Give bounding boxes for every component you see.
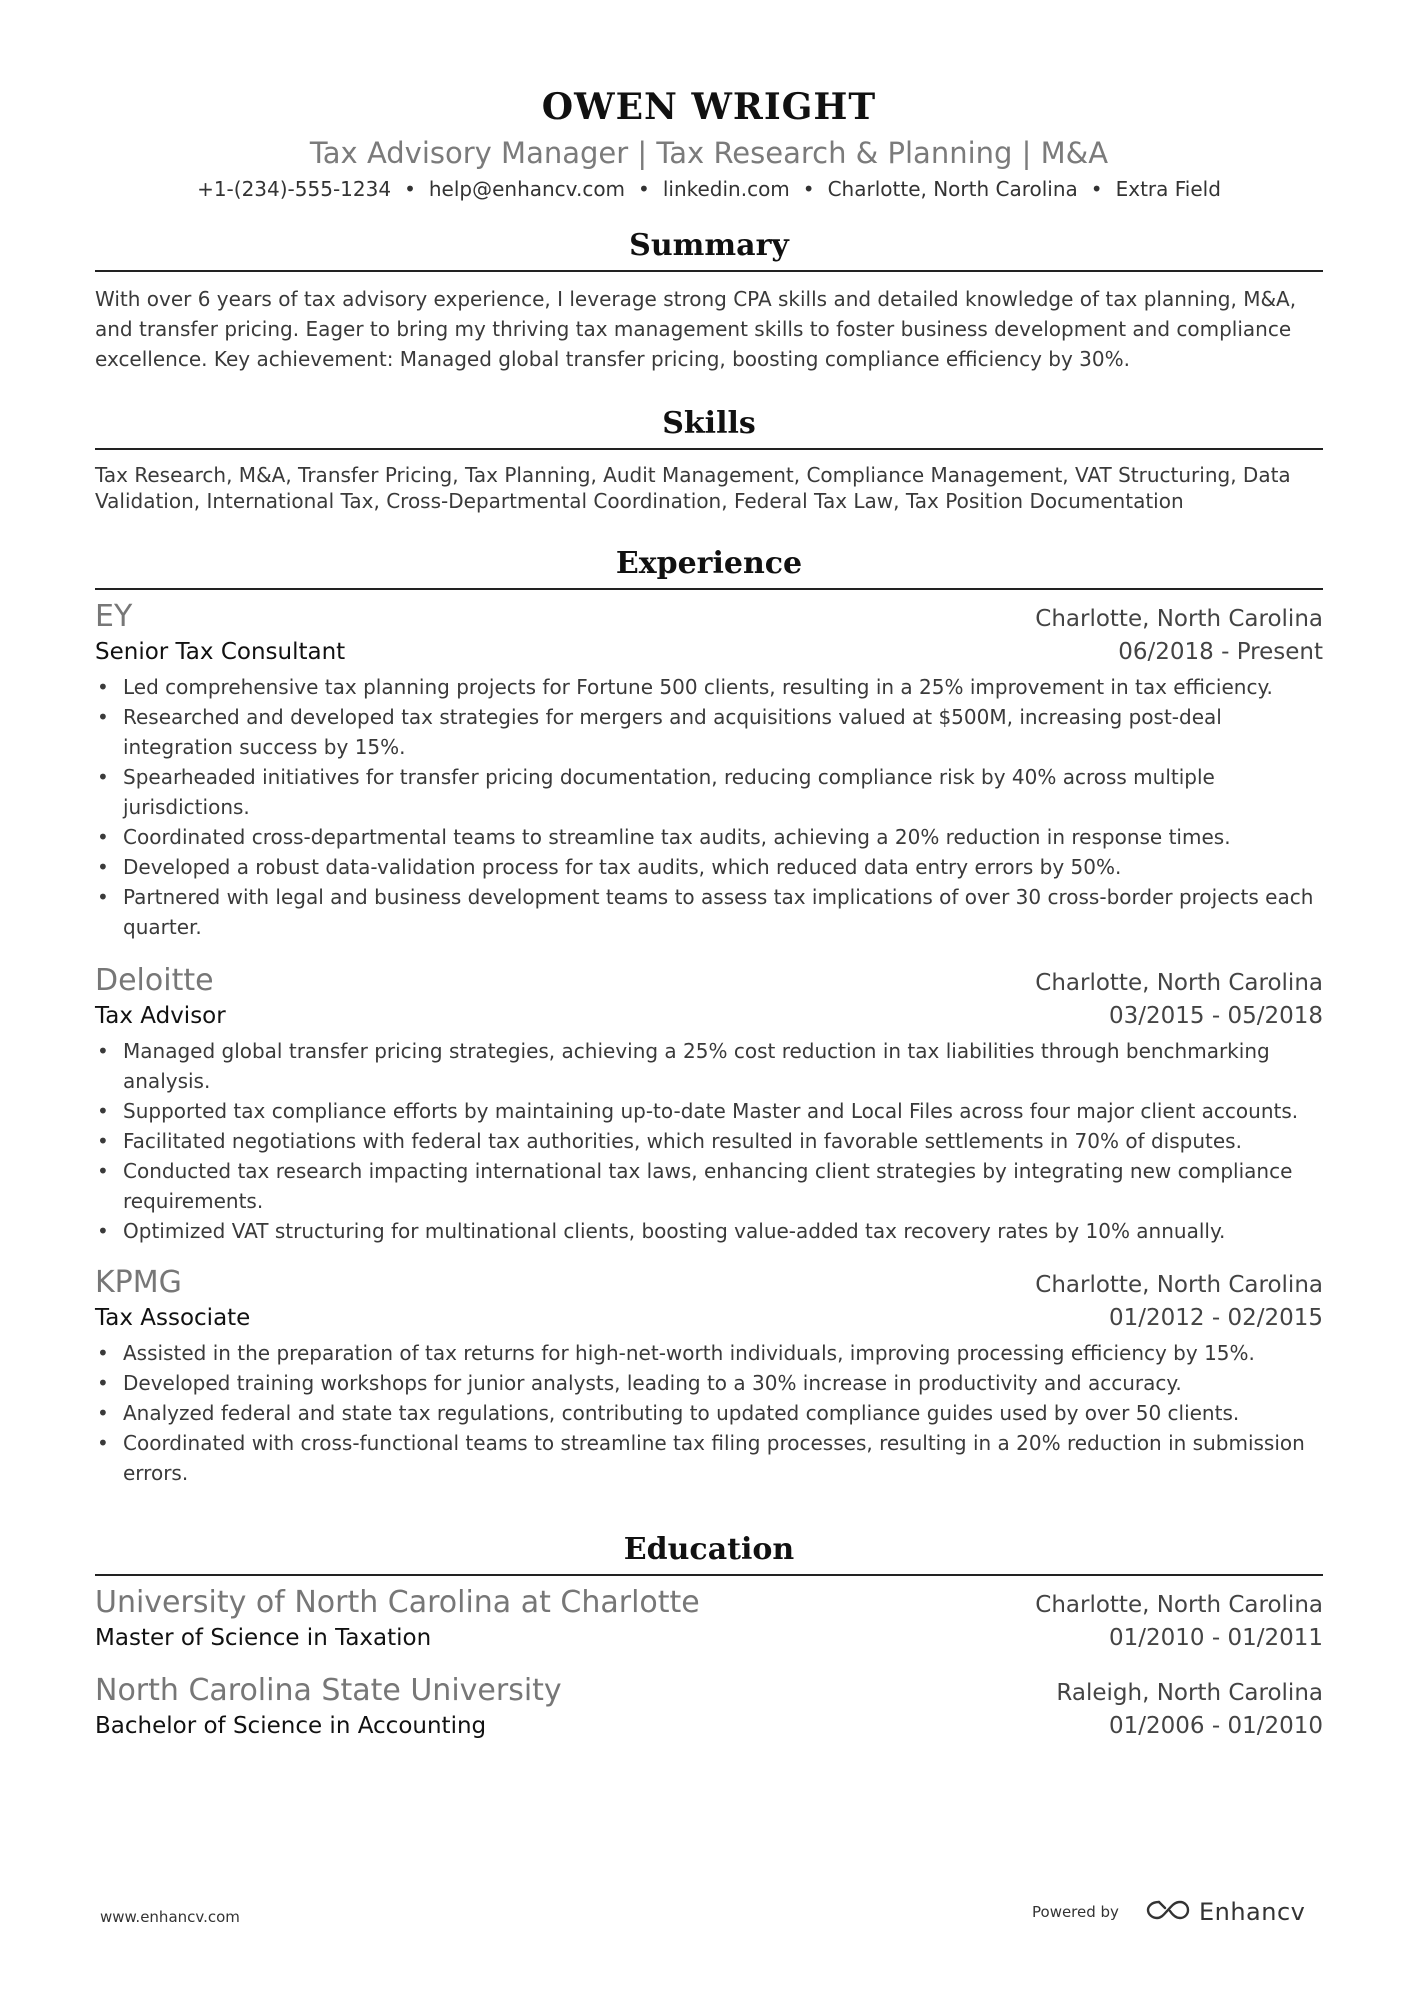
contact-email[interactable]: help@enhancv.com	[428, 177, 626, 201]
contact-location: Charlotte, North Carolina	[827, 177, 1078, 201]
section-divider	[95, 448, 1323, 450]
job-bullet: • Partnered with legal and business development teams to assess tax implications of over 30 cross-border projects each quarter.	[95, 882, 1323, 942]
job-dates: 01/2012 - 02/2015	[1108, 1305, 1323, 1331]
job-dates: 06/2018 - Present	[1118, 639, 1323, 665]
job-location: Charlotte, North Carolina	[1035, 1272, 1323, 1298]
resume-name: OWEN WRIGHT	[541, 86, 877, 128]
school-name: University of North Carolina at Charlotte	[95, 1585, 700, 1620]
job-bullet: • Managed global transfer pricing strategies, achieving a 25% cost reduction in tax liabilities through benchmarking analysis.	[95, 1036, 1323, 1096]
job-title: Tax Advisor	[95, 1003, 226, 1029]
footer-branding	[1032, 1898, 1305, 1926]
degree-name: Bachelor of Science in Accounting	[95, 1713, 487, 1739]
summary-text: With over 6 years of tax advisory experience, I leverage strong CPA skills and detailed knowledge of tax planning, M&A, and transfer pricing. Eager to bring my thriving tax management skills to foster business development and compliance excellence. Key achievement: Managed global transfer pricing, boosting compliance efficiency by 30%.	[95, 287, 1297, 371]
powered-by-label: Powered by	[1032, 1903, 1119, 1921]
job-bullet: • Facilitated negotiations with federal tax authorities, which resulted in favorable settlements in 70% of disputes.	[95, 1126, 1323, 1156]
contact-separator: •	[1090, 177, 1103, 201]
section-divider	[95, 270, 1323, 272]
job-bullet: • Coordinated with cross-functional teams to streamline tax filing processes, resulting in a 20% reduction in submission errors.	[95, 1428, 1323, 1488]
education-section	[95, 1530, 1323, 1742]
contact-extra-field: Extra Field	[1115, 177, 1221, 201]
contact-phone[interactable]: +1-(234)-555-1234	[197, 177, 392, 201]
job-bullets	[95, 1338, 1323, 1488]
job-title: Senior Tax Consultant	[95, 639, 346, 665]
school-location: Charlotte, North Carolina	[1035, 1592, 1323, 1618]
summary-heading: Summary	[629, 228, 789, 263]
education-entry	[95, 1672, 1323, 1742]
experience-entry	[95, 598, 1323, 942]
school-location: Raleigh, North Carolina	[1056, 1680, 1323, 1706]
job-bullet: • Supported tax compliance efforts by maintaining up-to-date Master and Local Files across four major client accounts.	[95, 1096, 1323, 1126]
experience-entry	[95, 1264, 1323, 1488]
job-location: Charlotte, North Carolina	[1035, 606, 1323, 632]
job-bullet: • Researched and developed tax strategies for mergers and acquisitions valued at $500M, increasing post-deal integration success by 15%.	[95, 702, 1323, 762]
contact-line	[95, 174, 1323, 204]
education-heading: Education	[623, 1532, 795, 1567]
education-dates: 01/2006 - 01/2010	[1108, 1713, 1323, 1739]
job-bullet: • Spearheaded initiatives for transfer pricing documentation, reducing compliance risk by 40% across multiple jurisdictions.	[95, 762, 1323, 822]
experience-heading: Experience	[615, 546, 803, 581]
job-bullet: • Developed a robust data-validation process for tax audits, which reduced data entry errors by 50%.	[95, 852, 1323, 882]
section-divider	[95, 588, 1323, 590]
job-bullet: • Led comprehensive tax planning projects for Fortune 500 clients, resulting in a 25% improvement in tax efficiency.	[95, 672, 1323, 702]
job-title: Tax Associate	[95, 1305, 251, 1331]
job-bullet: • Assisted in the preparation of tax returns for high-net-worth individuals, improving processing efficiency by 15%.	[95, 1338, 1323, 1368]
degree-name: Master of Science in Taxation	[95, 1625, 432, 1651]
company-name: EY	[95, 599, 133, 634]
job-location: Charlotte, North Carolina	[1035, 970, 1323, 996]
footer-website[interactable]: www.enhancv.com	[100, 1908, 240, 1926]
experience-section	[95, 544, 1323, 1488]
education-dates: 01/2010 - 01/2011	[1108, 1625, 1323, 1651]
job-dates: 03/2015 - 05/2018	[1108, 1003, 1323, 1029]
school-name: North Carolina State University	[95, 1673, 562, 1708]
skills-text: Tax Research, M&A, Transfer Pricing, Tax Planning, Audit Management, Compliance Management, VAT Structuring, Data Validation, International Tax, Cross-Departmental Coordination, Federal Tax Law, Tax Position Documentation	[95, 463, 1291, 513]
resume-headline: Tax Advisory Manager | Tax Research & Planning | M&A	[309, 136, 1109, 170]
company-name: KPMG	[95, 1265, 182, 1300]
summary-section	[95, 226, 1323, 374]
education-entry	[95, 1584, 1323, 1654]
section-divider	[95, 1574, 1323, 1576]
job-bullets	[95, 1036, 1323, 1246]
skills-heading: Skills	[662, 406, 756, 441]
job-bullet: • Analyzed federal and state tax regulations, contributing to updated compliance guides used by over 50 clients.	[95, 1398, 1323, 1428]
experience-entry	[95, 962, 1323, 1246]
job-bullet: • Coordinated cross-departmental teams to streamline tax audits, achieving a 20% reduction in response times.	[95, 822, 1323, 852]
contact-linkedin[interactable]: linkedin.com	[662, 177, 790, 201]
job-bullets	[95, 672, 1323, 942]
enhancv-logo-icon	[1145, 1898, 1191, 1926]
contact-separator: •	[802, 177, 815, 201]
brand-name: Enhancv	[1198, 1898, 1306, 1926]
contact-separator: •	[638, 177, 650, 201]
resume-page	[95, 82, 1323, 1742]
company-name: Deloitte	[95, 963, 214, 998]
job-bullet: • Developed training workshops for junior analysts, leading to a 30% increase in productivity and accuracy.	[95, 1368, 1323, 1398]
job-bullet: • Conducted tax research impacting international tax laws, enhancing client strategies by integrating new compliance requirements.	[95, 1156, 1323, 1216]
skills-section	[95, 404, 1323, 514]
contact-separator: •	[404, 177, 416, 201]
job-bullet: • Optimized VAT structuring for multinational clients, boosting value-added tax recovery rates by 10% annually.	[95, 1216, 1323, 1246]
